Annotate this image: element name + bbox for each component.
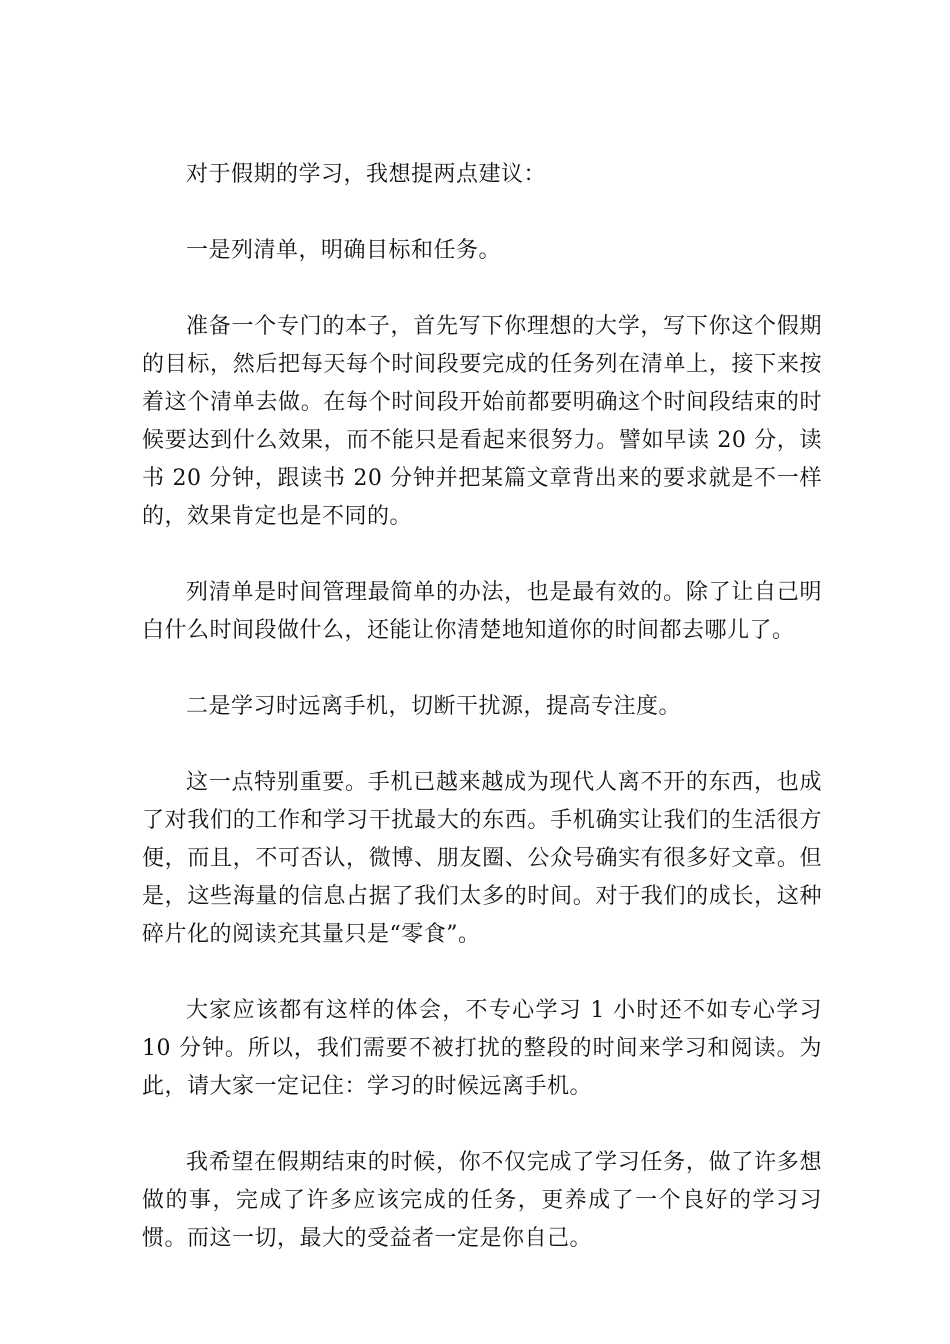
- intro-paragraph: 对于假期的学习，我想提两点建议：: [186, 162, 547, 187]
- point-two-heading: 二是学习时远离手机，切断干扰源，提高专注度。: [186, 694, 682, 719]
- focus-paragraph: 大家应该都有这样的体会，不专心学习 1 小时还不如专心学习 10 分钟。所以，我们需要不被打扰的整段的时间来学习和阅读。为此，请大家一定记住：学习的时候远离手机。: [142, 998, 822, 1099]
- document-body: [142, 156, 822, 1296]
- closing-paragraph: 我希望在假期结束的时候，你不仅完成了学习任务，做了许多想做的事，完成了许多应该完成的任务，更养成了一个良好的学习习惯。而这一切，最大的受益者一定是你自己。: [142, 1150, 822, 1251]
- point-one-heading: 一是列清单，明确目标和任务。: [186, 238, 502, 263]
- checklist-paragraph: 列清单是时间管理最简单的办法，也是最有效的。除了让自己明白什么时间段做什么，还能让你清楚地知道你的时间都去哪儿了。: [142, 580, 822, 643]
- point-one-paragraph: 准备一个专门的本子，首先写下你理想的大学，写下你这个假期的目标，然后把每天每个时间段要完成的任务列在清单上，接下来按着这个清单去做。在每个时间段开始前都要明确这个时间段结束的时候要达到什么效果，而不能只是看起来很努力。譬如早读 20 分，读书 20 分钟，跟读书 20 分钟并把某篇文章背出来的要求就是不一样的，效果肯定也是不同的。: [142, 314, 822, 529]
- phone-paragraph: 这一点特别重要。手机已越来越成为现代人离不开的东西，也成了对我们的工作和学习干扰最大的东西。手机确实让我们的生活很方便，而且，不可否认，微博、朋友圈、公众号确实有很多好文章。但是，这些海量的信息占据了我们太多的时间。对于我们的成长，这种碎片化的阅读充其量只是“零食”。: [142, 770, 822, 947]
